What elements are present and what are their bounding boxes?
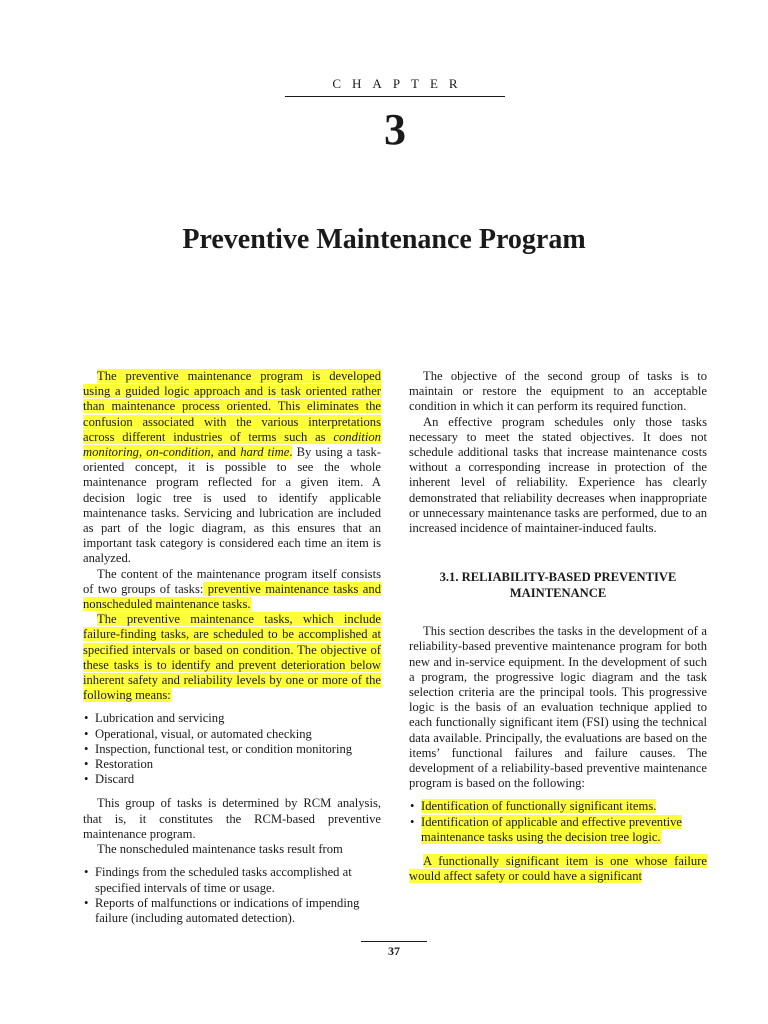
bullet-icon: • <box>84 895 89 910</box>
basis-list <box>409 799 707 845</box>
list-item-text: Restoration <box>95 757 154 772</box>
chapter-number: 3 <box>384 105 406 154</box>
left-paragraph-3 <box>83 612 381 703</box>
right-column <box>409 369 707 884</box>
bullet-icon: • <box>84 726 89 741</box>
list-item-text: Identification of applicable and effective preventive maintenance tasks using the decision tree logic. <box>421 814 682 844</box>
list-item <box>409 815 707 845</box>
right-paragraph-1: The objective of the second group of tasks is to maintain or restore the equipment to an acceptable condition in which it can perform its required function. <box>409 369 707 414</box>
punctuation: , <box>210 445 214 460</box>
bullet-icon: • <box>84 741 89 756</box>
bullet-icon: • <box>84 772 89 787</box>
left-paragraph-2 <box>83 567 381 613</box>
punctuation: . <box>289 445 293 460</box>
body-text: The content of the maintenance program itself consists of two groups of tasks: <box>83 566 381 596</box>
bullet-icon: • <box>84 711 89 726</box>
list-item <box>83 711 381 726</box>
highlighted-text: The preventive maintenance program is developed using a guided logic approach and is task oriented rather than maintenance process oriented. This eliminates the confusion associated with the various interpretations across different industries of terms such as <box>83 369 381 444</box>
list-item <box>409 799 707 814</box>
punctuation: , <box>138 445 147 460</box>
bullet-icon: • <box>410 814 415 829</box>
list-item <box>83 727 381 742</box>
term-hard-time: hard time <box>240 445 290 460</box>
highlighted-text: A functionally significant item is one whose failure would affect safety or could have a significant <box>409 854 707 884</box>
list-item-text: Inspection, functional test, or condition monitoring <box>95 741 353 756</box>
list-item <box>83 865 381 895</box>
list-item-text: Operational, visual, or automated checking <box>95 726 312 741</box>
section-heading: 3.1. RELIABILITY-BASED PREVENTIVE MAINTENANCE <box>439 570 677 601</box>
list-item <box>83 742 381 757</box>
right-paragraph-4 <box>409 854 707 884</box>
bullet-icon: • <box>84 757 89 772</box>
means-list <box>83 711 381 787</box>
bullet-icon: • <box>410 799 415 814</box>
chapter-title: Preventive Maintenance Program <box>182 224 586 255</box>
right-paragraph-3: This section describes the tasks in the development of a reliability-based preventive maintenance program for both new and in-service equipment. In the development of such a program, the progressive logic diagram and the task selection criteria are the principal tools. This progressive logic is the basis of an evaluation technique applied to each functionally significant item (FSI) using the technical data available. Principally, the evaluations are based on the items’ functional failures and failure causes. The development of a reliability-based preventive maintenance program is based on the following: <box>409 624 707 791</box>
term-on-condition: on-condition <box>146 445 211 460</box>
list-item-text: Reports of malfunctions or indications of impending failure (including automated detection). <box>95 895 360 925</box>
page-number: 37 <box>388 944 400 958</box>
list-item-text: Discard <box>95 772 135 787</box>
chapter-rule <box>285 96 505 97</box>
list-item-text: Findings from the scheduled tasks accomplished at specified intervals of time or usage. <box>95 865 352 895</box>
highlighted-text: The preventive maintenance tasks, which include failure-finding tasks, are scheduled to be accomplished at specified intervals or based on condition. The objective of these tasks is to identify and prevent deterioration below inherent safety and reliability levels by one or more of the following means: <box>83 612 381 703</box>
highlighted-text: preventive maintenance tasks and nonscheduled maintenance tasks. <box>83 581 381 612</box>
left-column <box>83 369 381 935</box>
term-condition-monitoring: condition monitoring <box>83 429 381 460</box>
footer-rule <box>361 941 427 942</box>
list-item <box>83 772 381 787</box>
bullet-icon: • <box>84 865 89 880</box>
body-text: By using a task-oriented concept, it is possible to see the whole maintenance program reflected for a given item. A decision logic tree is used to identify applicable maintenance tasks. Servicing and lubrication are included as part of the logic diagram, as this ensures that an important task category is considered each time an item is analyzed. <box>83 445 381 566</box>
list-item <box>83 757 381 772</box>
nonscheduled-sources-list <box>83 865 381 926</box>
list-item-text: Identification of functionally significant items. <box>421 799 657 814</box>
conjunction: and <box>213 445 241 460</box>
left-paragraph-1 <box>83 369 381 567</box>
left-paragraph-4: This group of tasks is determined by RCM analysis, that is, it constitutes the RCM-based preventive maintenance program. <box>83 796 381 841</box>
list-item <box>83 896 381 926</box>
list-item-text: Lubrication and servicing <box>95 711 225 726</box>
right-paragraph-2: An effective program schedules only those tasks necessary to meet the stated objectives. It does not schedule additional tasks that increase maintenance costs without a corresponding increase in protection of the inherent level of reliability. Experience has clearly demonstrated that reliability decreases when inappropriate or unnecessary maintenance tasks are performed, due to an increased incidence of maintainer-induced faults. <box>409 414 707 536</box>
left-paragraph-5: The nonscheduled maintenance tasks result from <box>97 842 343 857</box>
chapter-label: CHAPTER <box>332 76 469 91</box>
